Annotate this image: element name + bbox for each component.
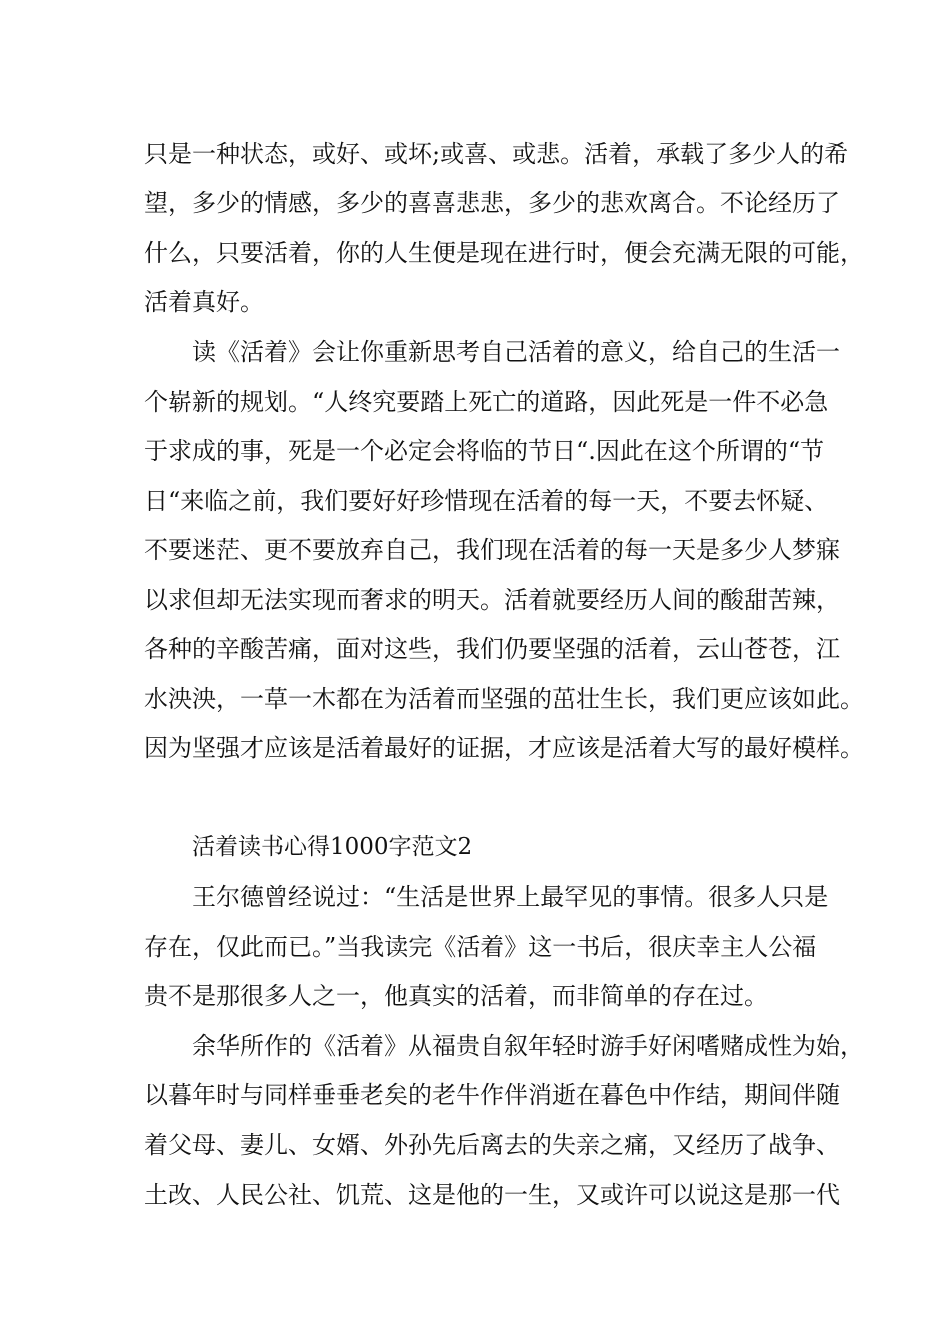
- text-line: 以求但却无法实现而奢求的明天。活着就要经历人间的酸甜苦辣，: [144, 586, 840, 614]
- text-line: 只是一种状态，或好、或坏;或喜、或悲。活着，承载了多少人的希: [144, 140, 849, 168]
- text-line: 土改、人民公社、饥荒、这是他的一生，又或许可以说这是那一代: [144, 1181, 840, 1209]
- text-line: 什么，只要活着，你的人生便是现在进行时，便会充满无限的可能，: [144, 239, 864, 267]
- section-heading: 活着读书心得1000字范文2: [192, 834, 473, 860]
- text-line: 王尔德曾经说过：“生活是世界上最罕见的事情。很多人只是: [192, 883, 829, 911]
- text-line: 于求成的事，死是一个必定会将临的节日“.因此在这个所谓的“节: [144, 437, 825, 465]
- text-line: 以暮年时与同样垂垂老矣的老牛作伴消逝在暮色中作结，期间伴随: [144, 1081, 840, 1109]
- text-line: 贵不是那很多人之一，他真实的活着，而非简单的存在过。: [144, 982, 768, 1010]
- text-line: 个崭新的规划。“人终究要踏上死亡的道路，因此死是一件不必急: [144, 388, 829, 416]
- text-line: 因为坚强才应该是活着最好的证据，才应该是活着大写的最好模样。: [144, 734, 864, 762]
- text-line: 望，多少的情感，多少的喜喜悲悲，多少的悲欢离合。不论经历了: [144, 189, 840, 217]
- text-line: 余华所作的《活着》从福贵自叙年轻时游手好闲嗜赌成性为始，: [192, 1032, 864, 1060]
- text-line: 不要迷茫、更不要放弃自己，我们现在活着的每一天是多少人梦寐: [144, 536, 840, 564]
- text-line: 日“来临之前，我们要好好珍惜现在活着的每一天，不要去怀疑、: [144, 487, 829, 515]
- text-line: 读《活着》会让你重新思考自己活着的意义，给自己的生活一: [192, 338, 840, 366]
- text-line: 着父母、妻儿、女婿、外孙先后离去的失亲之痛，又经历了战争、: [144, 1131, 840, 1159]
- text-line: 活着真好。: [144, 288, 264, 316]
- text-line: 各种的辛酸苦痛，面对这些，我们仍要坚强的活着，云山苍苍，江: [144, 635, 840, 663]
- text-line: 存在，仅此而已。”当我读完《活着》这一书后，很庆幸主人公福: [144, 933, 817, 961]
- text-line: 水泱泱，一草一木都在为活着而坚强的茁壮生长，我们更应该如此。: [144, 685, 864, 713]
